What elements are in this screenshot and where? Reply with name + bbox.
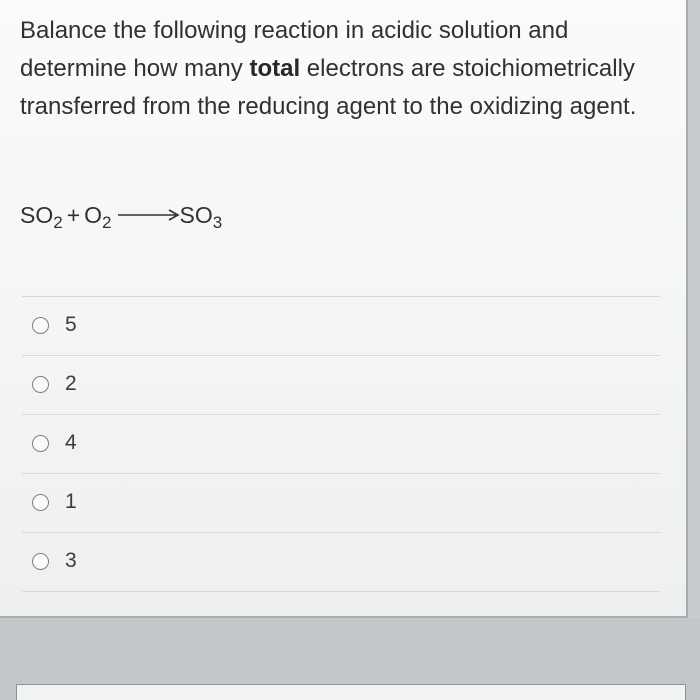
question-text-bold: total bbox=[249, 55, 301, 82]
answer-option-2[interactable] bbox=[22, 355, 660, 414]
answer-option-label: 3 bbox=[65, 549, 77, 572]
chemical-equation bbox=[20, 198, 222, 232]
reactant-so2-subscript: 2 bbox=[53, 213, 63, 232]
question-text-before: Balance the following reaction in acidic solution and determine how many bbox=[20, 17, 569, 82]
answer-option-3[interactable] bbox=[22, 414, 660, 473]
reactant-so2 bbox=[20, 202, 63, 232]
next-question-card-edge bbox=[16, 684, 686, 700]
radio-button[interactable] bbox=[32, 553, 49, 570]
answer-option-1[interactable] bbox=[22, 296, 660, 355]
radio-button[interactable] bbox=[32, 317, 49, 334]
question-text-after: electrons are stoichiometrically transferred from the reducing agent to the oxidizing agent. bbox=[20, 55, 637, 120]
question-text bbox=[20, 12, 675, 126]
answer-option-label: 4 bbox=[65, 431, 77, 454]
product-so3 bbox=[179, 202, 223, 232]
radio-button[interactable] bbox=[32, 435, 49, 452]
radio-button[interactable] bbox=[32, 376, 49, 393]
reactant-o2 bbox=[84, 202, 112, 232]
answer-option-label: 5 bbox=[65, 313, 77, 336]
answer-option-label: 2 bbox=[65, 372, 77, 395]
radio-button[interactable] bbox=[32, 494, 49, 511]
product-so3-subscript: 3 bbox=[212, 213, 223, 232]
reactant-o2-symbol: O bbox=[84, 202, 103, 228]
answer-options bbox=[22, 296, 660, 592]
answer-option-4[interactable] bbox=[22, 473, 660, 532]
answer-option-label: 1 bbox=[65, 490, 77, 513]
plus-sign: + bbox=[66, 202, 81, 228]
answer-option-5[interactable] bbox=[22, 532, 660, 592]
reaction-arrow-icon bbox=[118, 196, 180, 230]
reactant-so2-symbol: SO bbox=[20, 202, 54, 228]
reactant-o2-subscript: 2 bbox=[102, 213, 112, 232]
product-so3-symbol: SO bbox=[179, 202, 213, 228]
